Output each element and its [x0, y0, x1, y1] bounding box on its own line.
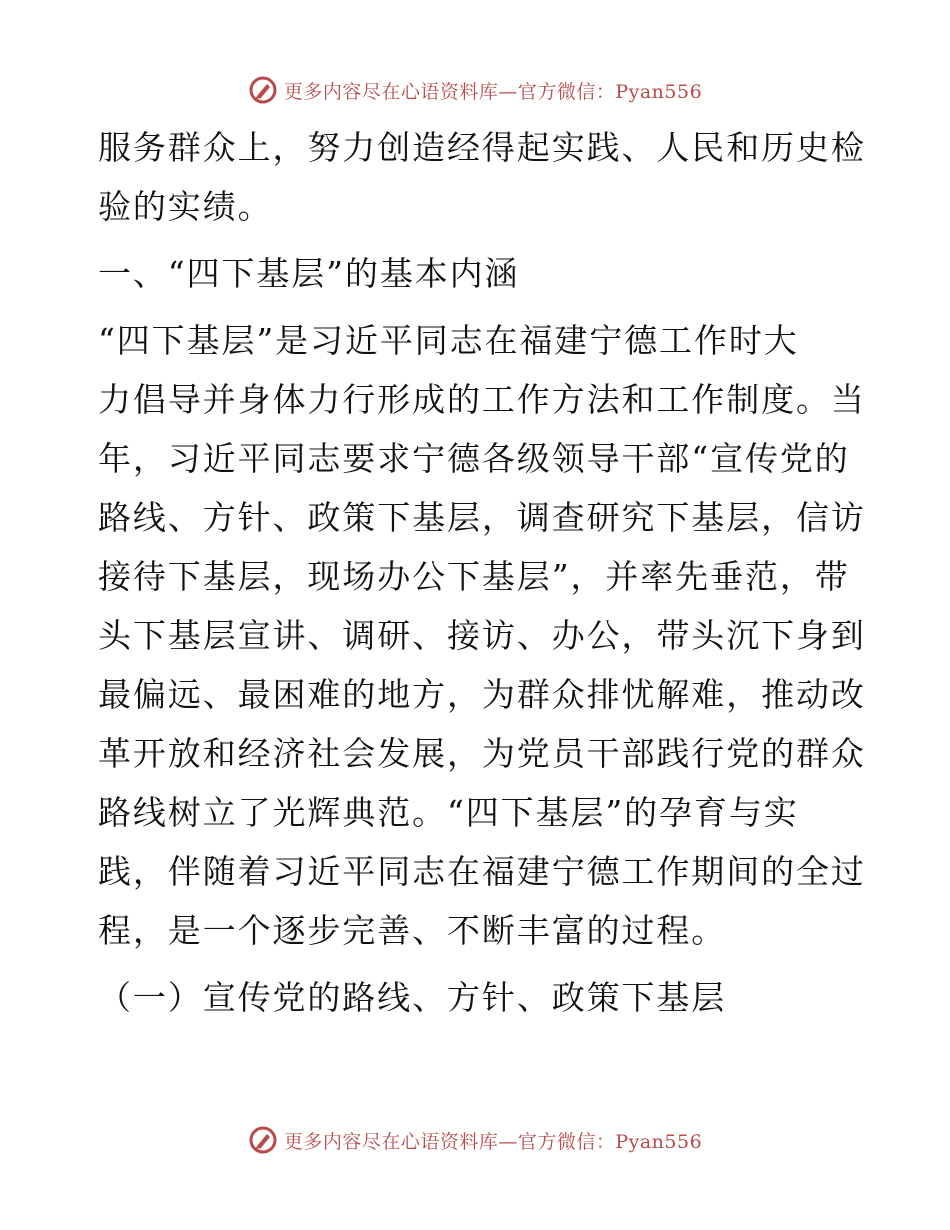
paragraph-line: 路线、方针、政策下基层，调查研究下基层，信访: [98, 498, 866, 537]
watermark-text: 更多内容尽在心语资料库—官方微信：Pyan556: [283, 80, 703, 103]
paragraph-line: 验的实绩。: [98, 187, 273, 226]
paragraph-line: 程，是一个逐步完善、不断丰富的过程。: [98, 911, 727, 950]
circular-pen-logo-icon: [248, 1125, 278, 1155]
paragraph-line: 年，习近平同志要求宁德各级领导干部“宣传党的: [98, 439, 850, 478]
paragraph-line: 力倡导并身体力行形成的工作方法和工作制度。当: [98, 380, 866, 419]
paragraph-line: 头下基层宣讲、调研、接访、办公，带头沉下身到: [98, 616, 866, 655]
header-watermark: [0, 70, 950, 110]
subsection-heading: （一）宣传党的路线、方针、政策下基层: [98, 978, 727, 1017]
paragraph-line: 服务群众上，努力创造经得起实践、人民和历史检: [98, 128, 866, 167]
paragraph-line: 路线树立了光辉典范。“四下基层”的孕育与实: [98, 793, 799, 832]
paragraph-line: 践，伴随着习近平同志在福建宁德工作期间的全过: [98, 852, 866, 891]
paragraph-line: 接待下基层，现场办公下基层”，并率先垂范，带: [98, 557, 850, 596]
footer-watermark: [0, 1120, 950, 1160]
circular-pen-logo-icon: [248, 75, 278, 105]
watermark-text: 更多内容尽在心语资料库—官方微信：Pyan556: [283, 1130, 703, 1153]
paragraph-line: 最偏远、最困难的地方，为群众排忧解难，推动改: [98, 675, 866, 714]
document-body: [98, 118, 866, 1027]
paragraph-line: “四下基层”是习近平同志在福建宁德工作时大: [98, 321, 799, 360]
paragraph-line: 革开放和经济社会发展，为党员干部践行党的群众: [98, 734, 866, 773]
section-heading: 一、“四下基层”的基本内涵: [98, 254, 520, 293]
